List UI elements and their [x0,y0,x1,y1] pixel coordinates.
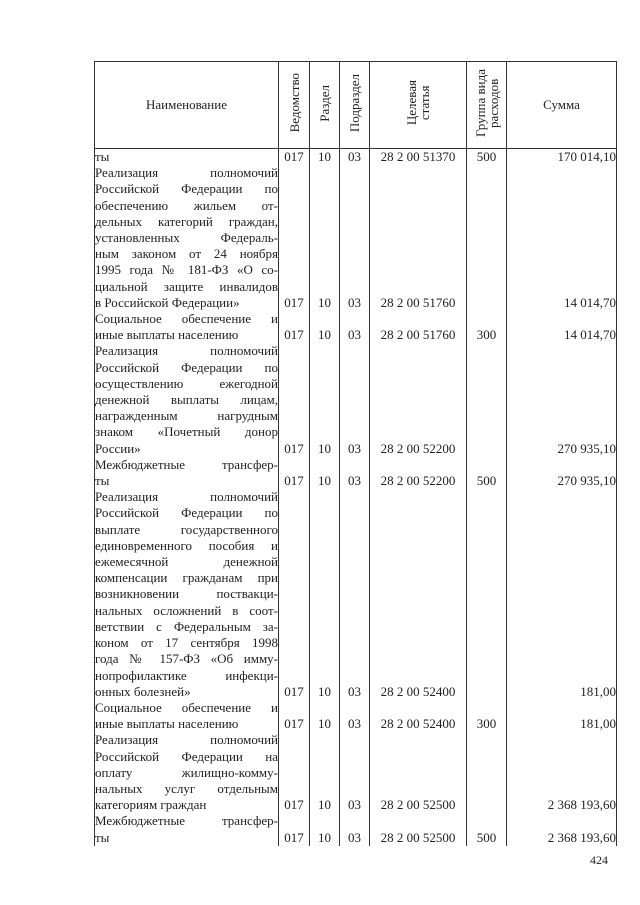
row-target-item-cell: 28 2 00 52200 [370,457,467,489]
row-name-line: оплату жилищно-комму- [95,764,278,780]
row-name-cell [95,813,279,845]
row-name-line: Российской Федерации по [95,505,278,521]
row-name-line: Реализация полномочий [95,343,278,359]
row-target-item-cell: 28 2 00 51760 [370,311,467,343]
row-target-item-cell: 28 2 00 51370 [370,149,467,166]
row-expense-group-cell: 500 [467,813,507,845]
table-row [95,813,617,845]
row-department-cell: 017 [279,149,310,166]
row-name-line: России» [95,440,141,456]
row-name-line: нопрофилактике инфекци- [95,667,278,683]
row-expense-group-cell: 300 [467,700,507,732]
row-name-line: дельных категорий граждан, [95,213,278,229]
row-section-cell: 10 [310,813,340,845]
row-name-line: ным законом от 24 ноября [95,246,278,262]
row-name-line: иные выплаты населению [95,716,239,732]
row-section-cell: 10 [310,165,340,311]
row-amount-cell: 270 935,10 [507,457,617,489]
row-name-line: ты [95,149,110,164]
header-target-item: Целевая статья [370,62,467,149]
row-target-item-cell: 28 2 00 52400 [370,700,467,732]
row-subsection-cell: 03 [340,813,370,845]
header-subsection: Подраздел [340,62,370,149]
row-department-cell: 017 [279,489,310,700]
row-section-cell: 10 [310,457,340,489]
row-department-cell: 017 [279,732,310,813]
row-name-line: Реализация полномочий [95,489,278,505]
header-amount: Сумма [507,62,617,149]
row-department-cell: 017 [279,311,310,343]
row-name-cell [95,457,279,489]
row-name-line: выплате государственного [95,521,278,537]
row-amount-cell: 181,00 [507,489,617,700]
table-row [95,700,617,732]
row-name-line: Российской Федерации на [95,748,278,764]
row-name-line: Реализация полномочий [95,732,278,748]
row-expense-group-cell [467,343,507,456]
row-name-line: 1995 года № 181-ФЗ «О со- [95,262,278,278]
row-department-cell: 017 [279,457,310,489]
row-target-item-cell: 28 2 00 52200 [370,343,467,456]
row-expense-group-cell: 500 [467,149,507,166]
row-target-item-cell: 28 2 00 52500 [370,813,467,845]
header-expense-group: Группа вида расходов [467,62,507,149]
row-department-cell: 017 [279,700,310,732]
row-name-cell [95,343,279,456]
row-amount-cell: 14 014,70 [507,165,617,311]
table-row [95,732,617,813]
row-name-line: Реализация полномочий [95,165,278,181]
row-name-line: награжденным нагрудным [95,408,278,424]
row-name-line: нальных осложнений в соот- [95,602,278,618]
row-section-cell: 10 [310,149,340,166]
row-subsection-cell: 03 [340,165,370,311]
row-expense-group-cell [467,165,507,311]
row-amount-cell: 181,00 [507,700,617,732]
row-name-line: категориям граждан [95,797,207,813]
row-name-line: Межбюджетные трансфер- [95,456,278,472]
row-name-cell [95,732,279,813]
row-name-line: нальных услуг отдельным [95,780,278,796]
budget-table [94,61,617,846]
table-header [95,62,617,149]
row-subsection-cell: 03 [340,149,370,166]
row-name-line: единовременного пособия и [95,537,278,553]
row-name-line: Российской Федерации по [95,359,278,375]
row-name-cell [95,700,279,732]
row-department-cell: 017 [279,165,310,311]
row-amount-cell: 14 014,70 [507,311,617,343]
row-name-line: онных болезней» [95,683,191,699]
table-row [95,311,617,343]
table-row [95,489,617,700]
row-expense-group-cell: 500 [467,457,507,489]
row-expense-group-cell [467,732,507,813]
table-row [95,149,617,166]
row-name-line: в Российской Федерации» [95,294,240,310]
row-section-cell: 10 [310,489,340,700]
row-name-line: осуществлению ежегодной [95,375,278,391]
row-name-line: ежемесячной денежной [95,554,278,570]
row-name-line: знаком «Почетный донор [95,424,278,440]
table-body [95,149,617,846]
row-amount-cell: 270 935,10 [507,343,617,456]
row-subsection-cell: 03 [340,311,370,343]
row-name-line: Социальное обеспечение и [95,699,278,715]
row-name-line: денежной выплаты лицам, [95,392,278,408]
row-name-line: циальной защите инвалидов [95,278,278,294]
row-name-line: ты [95,473,110,489]
row-name-cell [95,311,279,343]
row-department-cell: 017 [279,813,310,845]
row-target-item-cell: 28 2 00 52400 [370,489,467,700]
row-subsection-cell: 03 [340,343,370,456]
row-target-item-cell: 28 2 00 51760 [370,165,467,311]
table-row [95,343,617,456]
row-section-cell: 10 [310,732,340,813]
row-subsection-cell: 03 [340,700,370,732]
row-subsection-cell: 03 [340,457,370,489]
page-number: 424 [590,853,608,867]
header-section: Раздел [310,62,340,149]
header-name: Наименование [95,62,279,149]
row-name-line: Межбюджетные трансфер- [95,813,278,829]
row-section-cell: 10 [310,311,340,343]
row-name-line: Российской Федерации по [95,181,278,197]
row-name-line: установленных Федераль- [95,230,278,246]
row-section-cell: 10 [310,700,340,732]
row-subsection-cell: 03 [340,732,370,813]
row-name-line: компенсации гражданам при [95,570,278,586]
row-target-item-cell: 28 2 00 52500 [370,732,467,813]
row-name-cell [95,149,279,166]
row-name-line: обеспечению жильем от- [95,197,278,213]
header-department: Ведомство [279,62,310,149]
row-section-cell: 10 [310,343,340,456]
row-name-line: ветствии с Федеральным за- [95,618,278,634]
row-expense-group-cell: 300 [467,311,507,343]
row-name-cell [95,489,279,700]
table-row [95,165,617,311]
row-amount-cell: 2 368 193,60 [507,732,617,813]
row-department-cell: 017 [279,343,310,456]
row-name-cell [95,165,279,311]
table-row [95,457,617,489]
row-subsection-cell: 03 [340,489,370,700]
row-name-line: возникновении поствакци- [95,586,278,602]
row-amount-cell: 170 014,10 [507,149,617,166]
row-name-line: года № 157-ФЗ «Об имму- [95,651,278,667]
row-amount-cell: 2 368 193,60 [507,813,617,845]
row-name-line: коном от 17 сентября 1998 [95,635,278,651]
row-name-line: ты [95,829,110,845]
row-expense-group-cell [467,489,507,700]
row-name-line: Социальное обеспечение и [95,311,278,327]
row-name-line: иные выплаты населению [95,327,239,343]
